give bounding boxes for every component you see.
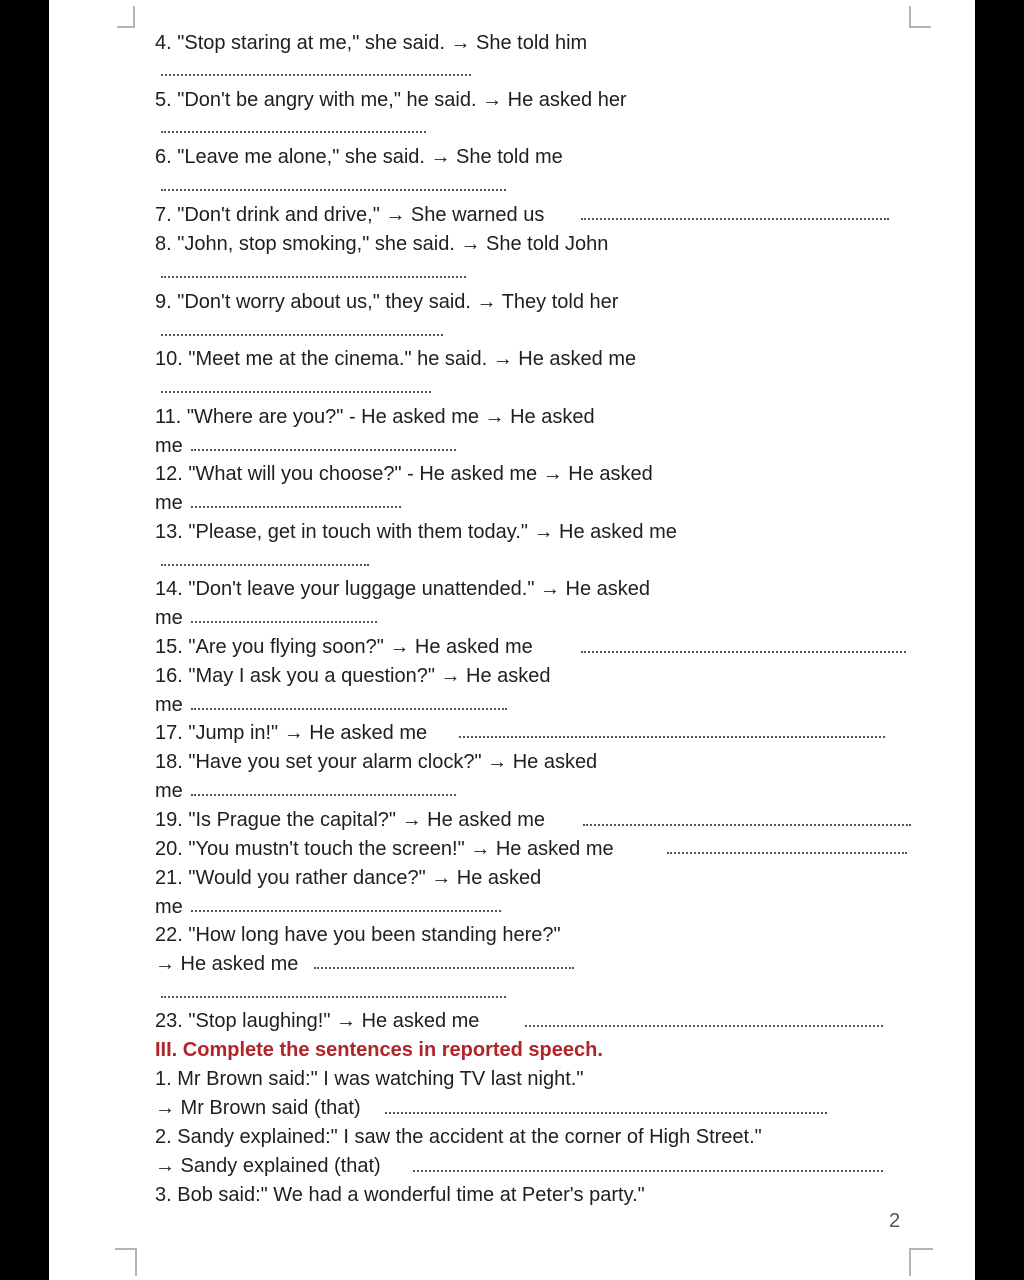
item-number: 4.	[155, 32, 172, 54]
item-continuation: me	[155, 780, 183, 802]
item-number: 18.	[155, 751, 183, 773]
item-continuation: me	[155, 492, 183, 514]
item-number: 15.	[155, 636, 183, 658]
corner-mark-top-right	[909, 6, 931, 28]
answer-blank[interactable]	[161, 74, 471, 76]
item-number: 21.	[155, 867, 183, 889]
answer-blank[interactable]	[314, 967, 574, 969]
exercise-item	[155, 405, 595, 429]
exercise-item	[155, 203, 544, 227]
item-number: 16.	[155, 665, 183, 687]
item-continuation: → Sandy explained (that)	[155, 1155, 381, 1177]
exercise-item	[155, 837, 614, 861]
item-continuation: me	[155, 435, 183, 457]
answer-blank[interactable]	[161, 996, 506, 998]
exercise-item	[155, 145, 563, 169]
item-number: 20.	[155, 838, 183, 860]
answer-blank[interactable]	[525, 1025, 883, 1027]
exercise-item	[155, 866, 541, 890]
item-text: "John, stop smoking," she said. → She told John	[177, 233, 609, 255]
item-text: "Jump in!" → He asked me	[188, 722, 428, 744]
answer-blank[interactable]	[161, 564, 369, 566]
item-number: 11.	[155, 406, 182, 428]
item-number: 6.	[155, 146, 172, 168]
item-text: "Would you rather dance?" → He asked	[188, 867, 542, 889]
answer-blank[interactable]	[191, 506, 401, 508]
item-number: 13.	[155, 521, 183, 543]
page-number: 2	[889, 1210, 901, 1232]
answer-blank[interactable]	[581, 218, 889, 220]
item-text: "Please, get in touch with them today." → He asked me	[188, 521, 677, 543]
exercise-item	[155, 923, 561, 947]
item-number: 22.	[155, 924, 183, 946]
item-text: "Don't drink and drive," → She warned us	[177, 204, 545, 226]
answer-blank[interactable]	[191, 794, 456, 796]
item-text: "Are you flying soon?" → He asked me	[188, 636, 533, 658]
item-text: "Don't worry about us," they said. → They told her	[177, 291, 619, 313]
answer-blank[interactable]	[161, 334, 443, 336]
item-text: "Don't leave your luggage unattended." → He asked	[188, 578, 651, 600]
item-number: 9.	[155, 291, 172, 313]
answer-blank[interactable]	[385, 1112, 827, 1114]
item-number: 12.	[155, 463, 183, 485]
item-number: 8.	[155, 233, 172, 255]
answer-blank[interactable]	[161, 276, 466, 278]
answer-blank[interactable]	[581, 651, 906, 653]
exercise-item: 3. Bob said:" We had a wonderful time at Peter's party."	[155, 1184, 645, 1206]
exercise-item	[155, 750, 597, 774]
corner-mark-top-left	[117, 6, 135, 28]
answer-blank[interactable]	[161, 131, 426, 133]
item-text: "Meet me at the cinema." he said. → He asked me	[188, 348, 637, 370]
exercise-item	[155, 31, 587, 55]
exercise-item	[155, 462, 653, 486]
exercise-item	[155, 1009, 479, 1033]
item-text: "What will you choose?" - He asked me → He asked	[188, 463, 653, 485]
item-number: 5.	[155, 89, 172, 111]
answer-blank[interactable]	[583, 824, 911, 826]
answer-blank[interactable]	[161, 189, 506, 191]
item-continuation: me	[155, 607, 183, 629]
item-text: "You mustn't touch the screen!" → He asked me	[188, 838, 614, 860]
item-text: "Where are you?" - He asked me → He asked	[186, 406, 595, 428]
document-page	[49, 0, 975, 1280]
item-number: 23.	[155, 1010, 183, 1032]
item-number: 19.	[155, 809, 183, 831]
item-text: "Stop laughing!" → He asked me	[188, 1010, 480, 1032]
exercise-item	[155, 721, 427, 745]
exercise-item	[155, 347, 636, 371]
item-continuation: me	[155, 896, 183, 918]
item-continuation: me	[155, 694, 183, 716]
answer-blank[interactable]	[413, 1170, 883, 1172]
item-text: "Is Prague the capital?" → He asked me	[188, 809, 545, 831]
answer-blank[interactable]	[191, 621, 377, 623]
section-heading: III. Complete the sentences in reported speech.	[155, 1039, 603, 1061]
item-number: 7.	[155, 204, 172, 226]
exercise-item	[155, 664, 551, 688]
item-text: "Stop staring at me," she said. → She told him	[177, 32, 588, 54]
item-number: 10.	[155, 348, 183, 370]
exercise-item	[155, 635, 533, 659]
corner-mark-bottom-left	[115, 1248, 137, 1276]
answer-blank[interactable]	[191, 449, 456, 451]
answer-blank[interactable]	[459, 736, 885, 738]
item-continuation: → Mr Brown said (that)	[155, 1097, 361, 1119]
item-text: "May I ask you a question?" → He asked	[188, 665, 551, 687]
exercise-item	[155, 577, 650, 601]
exercise-item	[155, 290, 618, 314]
item-number: 17.	[155, 722, 183, 744]
answer-blank[interactable]	[191, 910, 501, 912]
answer-blank[interactable]	[161, 391, 431, 393]
exercise-item	[155, 88, 627, 112]
corner-mark-bottom-right	[909, 1248, 933, 1276]
exercise-item	[155, 232, 608, 256]
exercise-item	[155, 520, 677, 544]
answer-blank[interactable]	[191, 708, 507, 710]
answer-blank[interactable]	[667, 852, 907, 854]
exercise-item: 2. Sandy explained:" I saw the accident at the corner of High Street."	[155, 1126, 762, 1148]
exercise-item	[155, 808, 545, 832]
item-text: "Have you set your alarm clock?" → He asked	[188, 751, 598, 773]
item-number: 14.	[155, 578, 183, 600]
exercise-item: 1. Mr Brown said:" I was watching TV last night."	[155, 1068, 584, 1090]
item-text: "How long have you been standing here?"	[188, 924, 561, 946]
item-continuation: → He asked me	[155, 953, 299, 975]
item-text: "Leave me alone," she said. → She told me	[177, 146, 563, 168]
item-text: "Don't be angry with me," he said. → He asked her	[177, 89, 627, 111]
